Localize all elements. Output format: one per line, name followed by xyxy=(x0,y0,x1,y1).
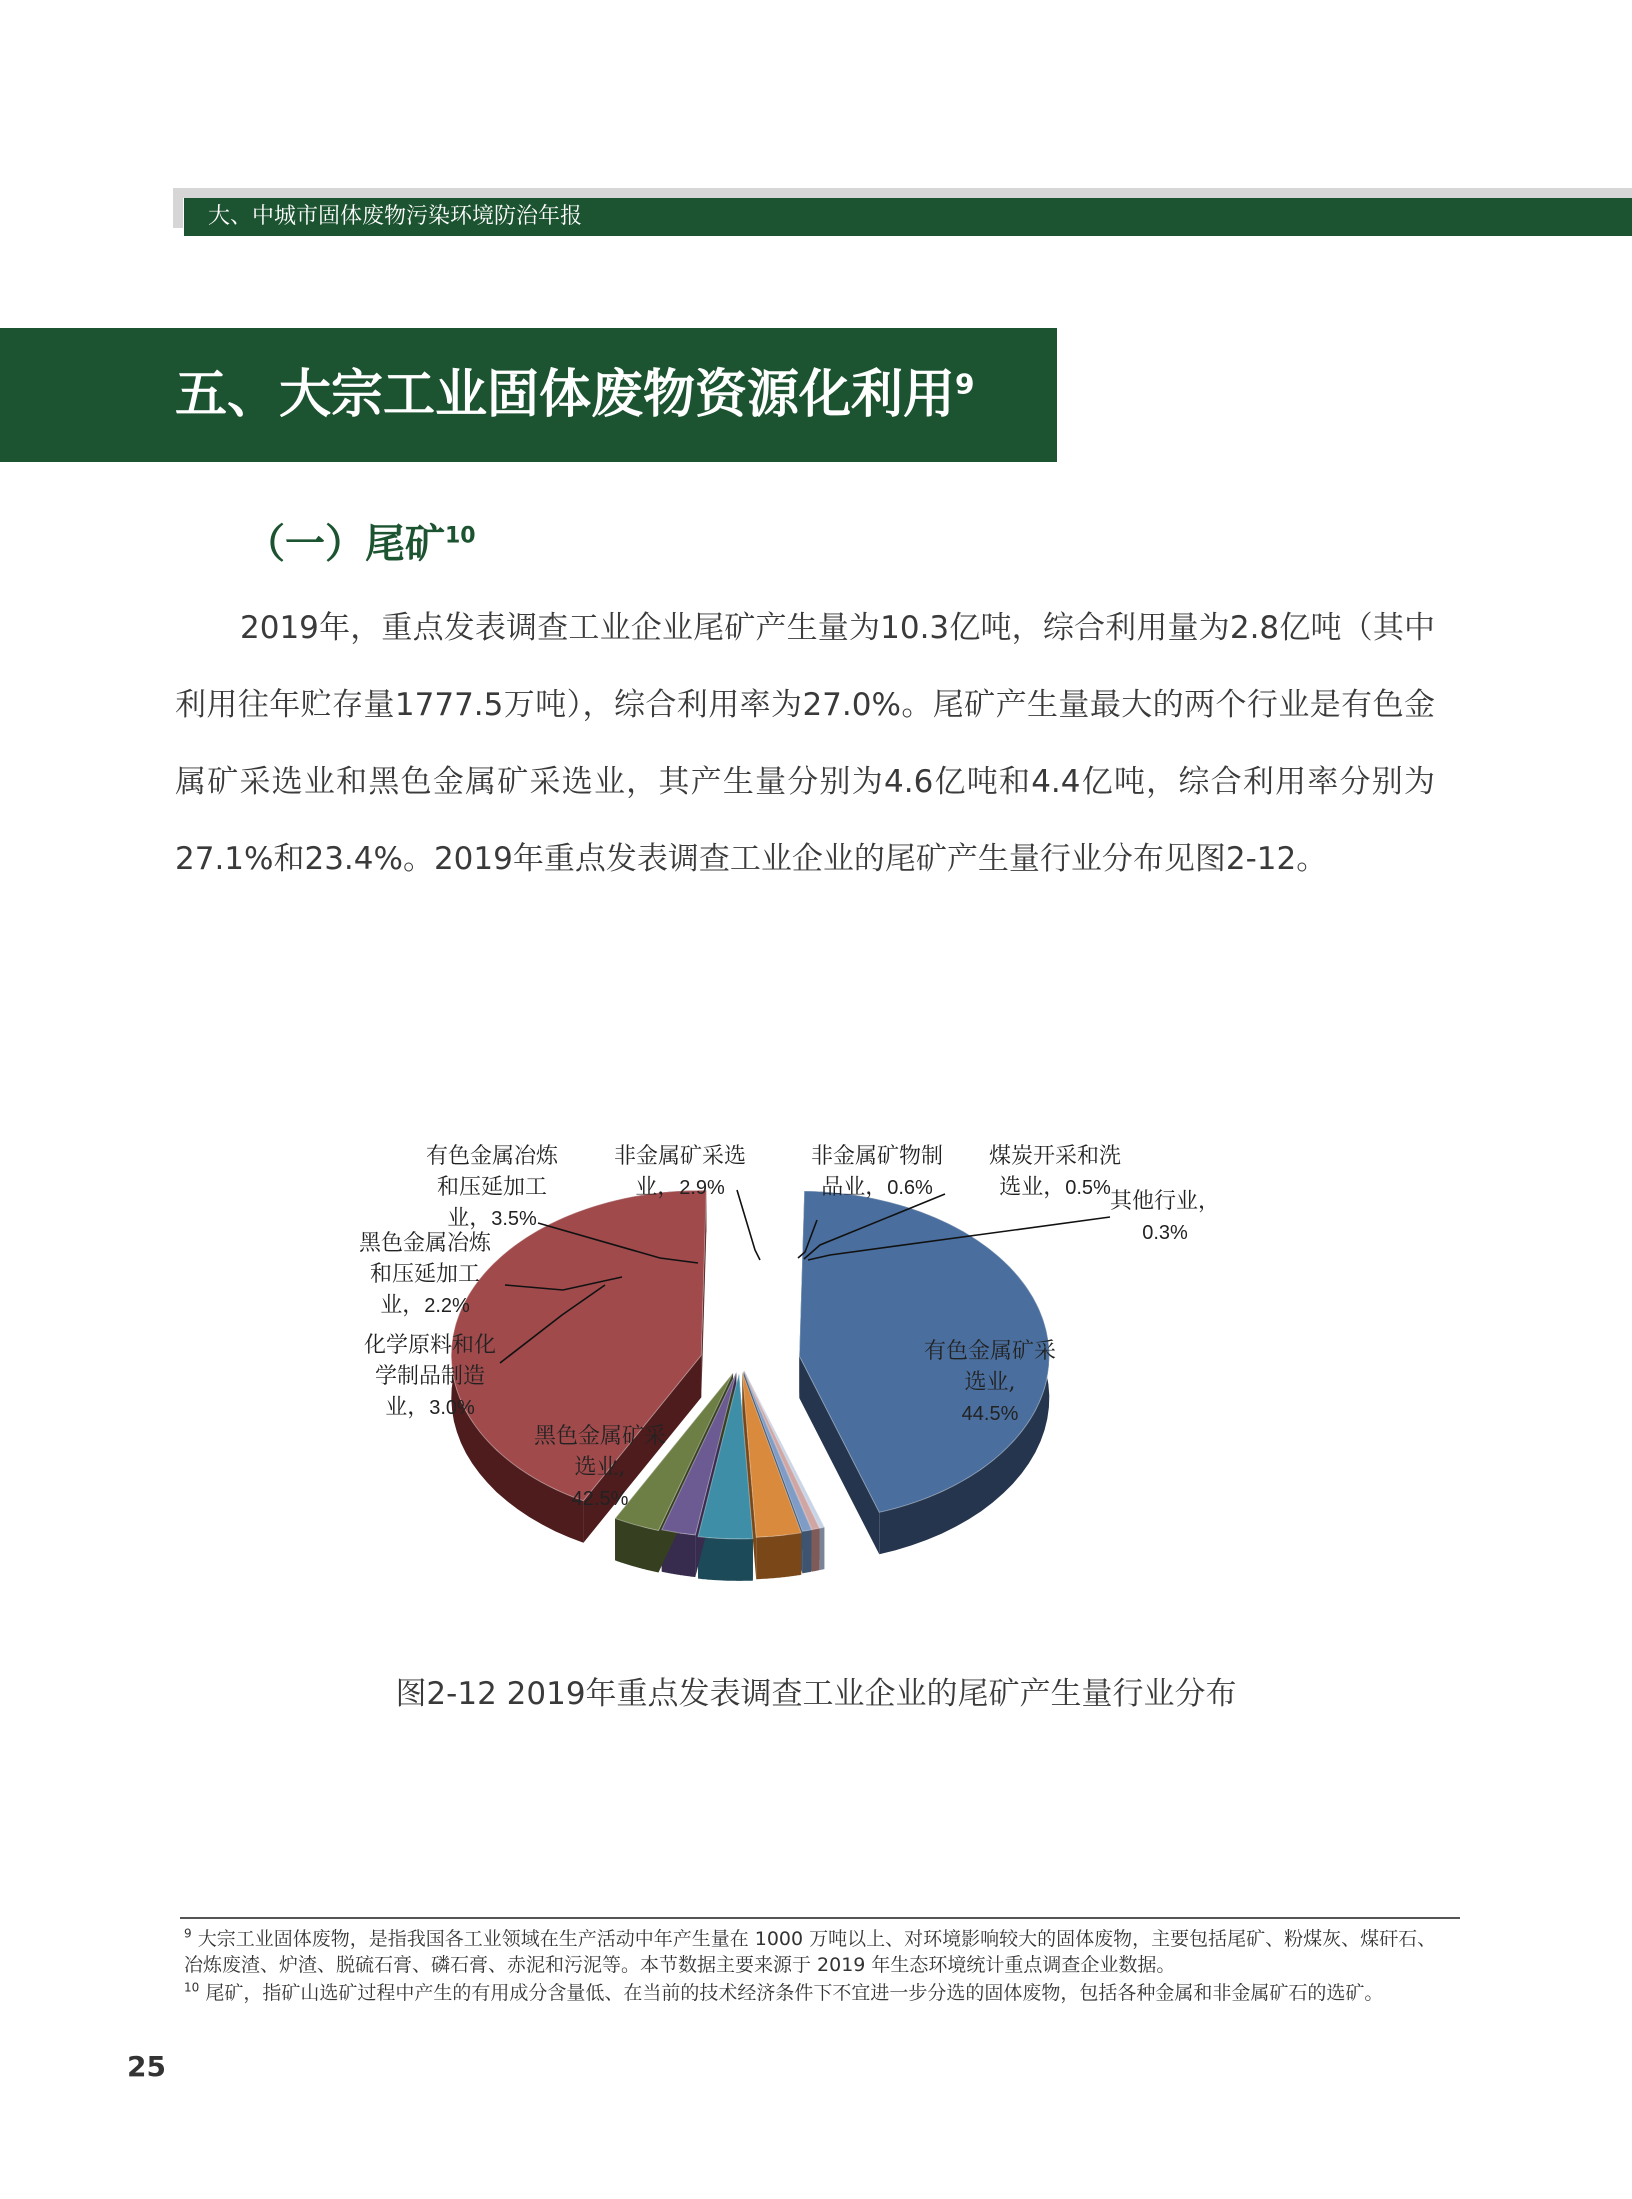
data-label-5 xyxy=(614,1144,746,1200)
footnote-9-text: 大宗工业固体废物，是指我国各工业领域在生产活动中年产生量在 1000 万吨以上、对环境影响较大的固体废物，主要包括尾矿、粉煤灰、煤矸石、冶炼废渣、炉渣、脱硫石膏、磷石膏、赤泥和污泥等。本节数据主要来源于 2019 年生态环境统计重点调查企业数据。 xyxy=(184,1928,1437,1976)
data-label-6-line-0: 非金属矿物制 xyxy=(810,1144,944,1169)
data-label-3-value: 业，2.2% xyxy=(380,1293,470,1318)
leader-line-nonmetal-mining xyxy=(737,1190,760,1260)
subsection-title-text: （一）尾矿 xyxy=(245,521,445,567)
data-label-1-line-1: 选业, xyxy=(574,1455,626,1480)
data-label-8-value: 0.3% xyxy=(1142,1222,1188,1244)
data-label-7-line-0: 煤炭开采和洗 xyxy=(988,1144,1122,1169)
data-label-4-line-1: 和压延加工 xyxy=(436,1175,548,1200)
footnote-10 xyxy=(184,1980,1454,2006)
section-title-text: 五、大宗工业固体废物资源化利用 xyxy=(175,365,956,425)
running-title: 大、中城市固体废物污染环境防治年报 xyxy=(208,204,583,229)
data-label-6 xyxy=(811,1144,943,1200)
data-label-2-line-0: 化学原料和化 xyxy=(363,1333,497,1358)
data-label-4 xyxy=(426,1144,559,1231)
footnote-9 xyxy=(184,1926,1454,1978)
data-label-1-line-0: 黑色金属矿采 xyxy=(533,1424,667,1449)
data-label-8 xyxy=(1110,1189,1220,1244)
footnote-9-number: 9 xyxy=(184,1926,192,1941)
data-label-3-line-1: 和压延加工 xyxy=(369,1262,481,1287)
data-label-5-line-0: 非金属矿采选 xyxy=(613,1144,747,1169)
data-label-6-value: 品业，0.6% xyxy=(821,1175,933,1200)
header-rule-side xyxy=(173,188,183,228)
data-label-0-value: 44.5% xyxy=(961,1403,1019,1425)
data-label-5-value: 业，2.9% xyxy=(635,1175,725,1200)
data-label-0-line-1: 选业, xyxy=(964,1370,1016,1395)
subsection-title xyxy=(245,512,476,569)
footnote-10-text: 尾矿，指矿山选矿过程中产生的有用成分含量低、在当前的技术经济条件下不宜进一步分选的固体废物，包括各种金属和非金属矿石的选矿。 xyxy=(205,1982,1384,2004)
section-title xyxy=(175,328,975,462)
data-label-1-value: 42.5% xyxy=(571,1488,629,1510)
data-label-2-line-1: 学制品制造 xyxy=(374,1364,486,1389)
data-label-8-line-0: 其他行业， xyxy=(1109,1189,1221,1214)
section-footnote-ref[interactable]: 9 xyxy=(955,367,975,401)
footnote-10-number: 10 xyxy=(184,1980,200,1995)
footnote-divider xyxy=(180,1917,1460,1919)
data-label-4-line-0: 有色金属冶炼 xyxy=(425,1144,559,1169)
pie-chart-svg xyxy=(300,1130,1221,1650)
figure-caption: 图2-12 2019年重点发表调查工业企业的尾矿产生量行业分布 xyxy=(395,1676,1237,1712)
pie-chart xyxy=(300,1130,1221,1654)
data-label-7 xyxy=(989,1144,1121,1200)
data-label-7-value: 选业，0.5% xyxy=(999,1175,1111,1200)
page-number: 25 xyxy=(127,2050,166,2083)
header-rule xyxy=(173,188,1632,198)
data-label-0-line-0: 有色金属矿采 xyxy=(923,1339,1057,1364)
subsection-footnote-ref[interactable]: 10 xyxy=(445,523,476,549)
data-label-4-value: 业，3.5% xyxy=(447,1206,537,1231)
body-paragraph: 2019年，重点发表调查工业企业尾矿产生量为10.3亿吨，综合利用量为2.8亿吨（其中利用往年贮存量1777.5万吨），综合利用率为27.0%。尾矿产生量最大的两个行业是有色金属矿采选业和黑色金属矿采选业，其产生量分别为4.6亿吨和4.4亿吨，综合利用率分别为27.1%和23.4%。2019年重点发表调查工业企业的尾矿产生量行业分布见图2-12。 xyxy=(175,610,1435,877)
data-label-3-line-0: 黑色金属冶炼 xyxy=(358,1231,492,1256)
data-label-2-value: 业，3.0% xyxy=(385,1395,475,1420)
